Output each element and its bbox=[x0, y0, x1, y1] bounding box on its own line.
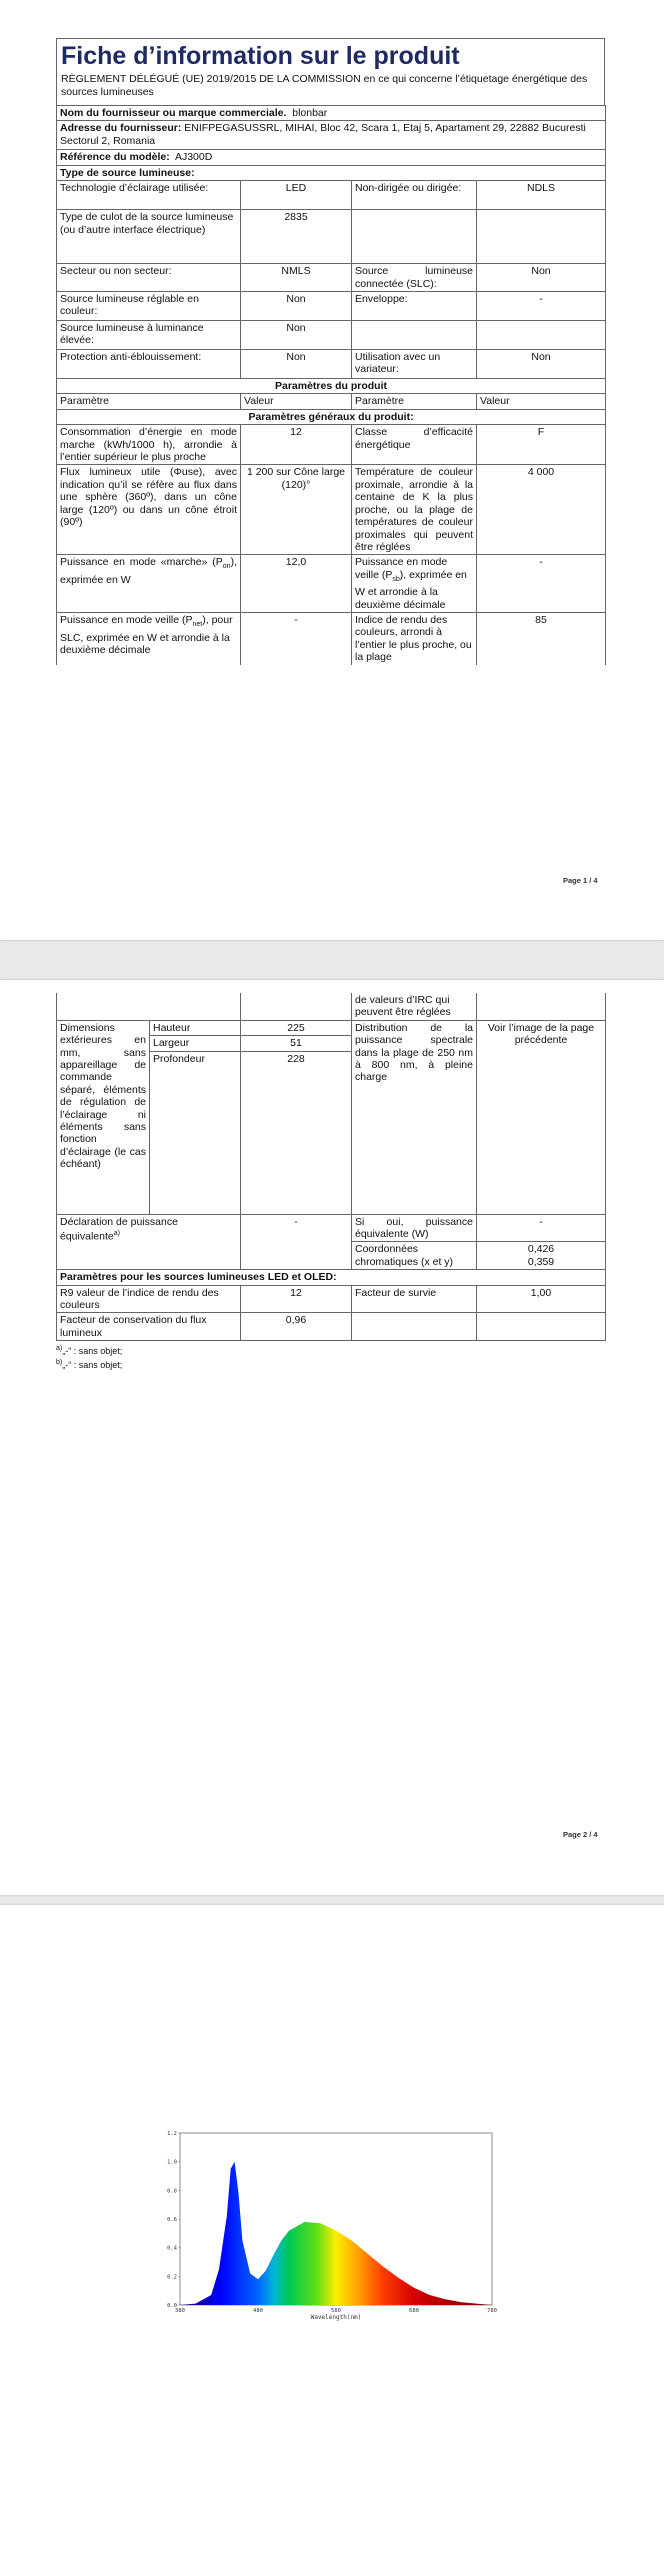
height-label: Hauteur bbox=[150, 1020, 241, 1035]
page-number: Page 1 / 4 bbox=[563, 876, 598, 885]
x-axis-label: Wavelength(nm) bbox=[310, 2314, 362, 2321]
slc-value: Non bbox=[477, 264, 606, 292]
product-info-table-continued bbox=[56, 993, 606, 1341]
document-title: Fiche d’information sur le produit bbox=[61, 42, 460, 70]
x-tick-label: 480 bbox=[253, 2308, 263, 2314]
efficiency-class-value: F bbox=[477, 425, 606, 465]
page-number: Page 2 / 4 bbox=[563, 1830, 598, 1839]
slc-label: Source lumineuse connectée (SLC): bbox=[352, 264, 477, 292]
spectral-area bbox=[180, 2162, 492, 2305]
cri-label-part2: de valeurs d’IRC qui peuvent être réglées bbox=[352, 993, 477, 1020]
envelope-label: Enveloppe: bbox=[352, 292, 477, 321]
on-mode-row bbox=[57, 555, 606, 613]
general-params-row bbox=[57, 409, 606, 424]
y-tick-label: 0.0 bbox=[167, 2303, 177, 2309]
address-label: Adresse du fournisseur: bbox=[60, 122, 182, 135]
maintenance-row bbox=[57, 1313, 606, 1341]
product-sheet-page-1 bbox=[56, 38, 605, 665]
cri-continued-row bbox=[57, 993, 606, 1020]
column-header-row bbox=[57, 394, 606, 409]
column-value-2: Valeur bbox=[477, 394, 606, 409]
efficiency-class-label: Classe d’efficacité énergétique bbox=[352, 425, 477, 465]
equivalent-power-label: Déclaration de puissance équivalente$^{a)}$ bbox=[57, 1214, 241, 1270]
standby-power-label: Puissance en mode veille $(P_{sb})$, exprimée en W et arrondie à la deuxième décimale bbox=[352, 555, 477, 613]
cct-value: 4 000 bbox=[477, 465, 606, 555]
glare-label: Protection anti-éblouissement: bbox=[57, 350, 241, 379]
high-luminance-row bbox=[57, 321, 606, 350]
dimension-height-row bbox=[57, 1020, 606, 1035]
technology-value: LED bbox=[241, 181, 352, 210]
colour-tunable-row bbox=[57, 292, 606, 321]
product-info-table bbox=[56, 105, 606, 665]
equivalent-power-row bbox=[57, 1214, 606, 1242]
column-param-2: Paramètre bbox=[352, 394, 477, 409]
colour-tunable-label: Source lumineuse réglable en couleur: bbox=[57, 292, 241, 321]
mains-value: NMLS bbox=[241, 264, 352, 292]
model-row bbox=[57, 150, 606, 165]
product-params-header: Paramètres du produit bbox=[57, 379, 606, 394]
glare-row bbox=[57, 350, 606, 379]
supplier-row bbox=[57, 106, 606, 121]
x-tick-label: 780 bbox=[487, 2308, 497, 2314]
document-page-2 bbox=[0, 980, 664, 1895]
y-ticks bbox=[167, 2131, 180, 2309]
product-sheet-page-2 bbox=[56, 993, 605, 1371]
cri-value: 85 bbox=[477, 613, 606, 665]
spd-label: Distribution de la puissance spectrale dans la plage de 250 nm à 800 nm, à pleine charge bbox=[352, 1020, 477, 1214]
address-value: ENIFPEGASUSSRL, MIHAI, Bloc 42, Scara 1, Etaj 5, Apartament 29, 22882 Bucuresti Sectorul 2, Romania bbox=[60, 122, 586, 147]
column-param: Paramètre bbox=[57, 394, 241, 409]
r9-row bbox=[57, 1285, 606, 1313]
chromaticity-value bbox=[477, 1242, 606, 1270]
high-luminance-label: Source lumineuse à luminance élevée: bbox=[57, 321, 241, 350]
colour-tunable-value: Non bbox=[241, 292, 352, 321]
envelope-value: - bbox=[477, 292, 606, 321]
net-standby-row bbox=[57, 613, 606, 665]
footnote-a: $^{a)}$„-“ : sans objet; bbox=[56, 1345, 123, 1357]
on-mode-power-value: 12,0 bbox=[241, 555, 352, 613]
cap-label: Type de culot de la source lumineuse (ou d’autre interface électrique) bbox=[57, 210, 241, 264]
standby-power-value: - bbox=[477, 555, 606, 613]
r9-value: 12 bbox=[241, 1285, 352, 1313]
cap-value: 2835 bbox=[241, 210, 352, 264]
y-tick-label: 0.4 bbox=[167, 2245, 177, 2252]
x-tick-label: 680 bbox=[409, 2308, 419, 2314]
equivalent-watt-value: - bbox=[477, 1214, 606, 1242]
equivalent-watt-label: Si oui, puissance équivalente (W) bbox=[352, 1214, 477, 1242]
flux-row bbox=[57, 465, 606, 555]
high-luminance-value: Non bbox=[241, 321, 352, 350]
title-block bbox=[56, 38, 605, 105]
flux-value: 1 200 sur Cône large (120)° bbox=[241, 465, 352, 555]
height-value: 225 bbox=[241, 1020, 352, 1035]
column-value: Valeur bbox=[241, 394, 352, 409]
directional-value: NDLS bbox=[477, 181, 606, 210]
y-tick-label: 1.2 bbox=[167, 2131, 177, 2137]
net-standby-value: - bbox=[241, 613, 352, 665]
y-tick-label: 0.2 bbox=[167, 2274, 177, 2281]
dimensions-label: Dimensions extérieures en mm, sans appareillage de commande séparé, éléments de régulation de l’éclairage ni éléments sans fonction d’éclairage (le cas échéant) bbox=[57, 1020, 150, 1214]
width-label: Largeur bbox=[150, 1036, 241, 1051]
chromaticity-x: 0,426 bbox=[527, 1243, 555, 1256]
maintenance-factor-value: 0,96 bbox=[241, 1313, 352, 1341]
spd-value: Voir l’image de la page précédente bbox=[477, 1020, 606, 1214]
survival-factor-label: Facteur de survie bbox=[352, 1285, 477, 1313]
flux-label: Flux lumineux utile (Φuse), avec indication qu’il se réfère au flux dans une sphère (360º), dans un cône large (120º) ou dans un cône étroit (90º) bbox=[57, 465, 241, 555]
type-header-row bbox=[57, 165, 606, 180]
glare-value: Non bbox=[241, 350, 352, 379]
net-standby-label: Puissance en mode veille $(P_{net})$, pour SLC, exprimée en W et arrondie à la deuxième décimale bbox=[57, 613, 241, 665]
y-tick-label: 0.6 bbox=[167, 2217, 177, 2223]
cct-label: Température de couleur proximale, arrondie à la centaine de K la plus proche, ou la plage de températures de couleur proximales qui peuvent être réglées bbox=[352, 465, 477, 555]
maintenance-factor-label: Facteur de conservation du flux lumineux bbox=[57, 1313, 241, 1341]
led-params-header: Paramètres pour les sources lumineuses LED et OLED: bbox=[57, 1270, 606, 1285]
chromaticity-label: Coordonnées chromatiques (x et y) bbox=[352, 1242, 477, 1270]
equivalent-power-value: - bbox=[241, 1214, 352, 1270]
cap-row bbox=[57, 210, 606, 264]
mains-row bbox=[57, 264, 606, 292]
model-label: Référence du modèle: bbox=[60, 151, 170, 164]
width-value: 51 bbox=[241, 1036, 352, 1051]
led-params-header-row bbox=[57, 1270, 606, 1285]
document-page-1 bbox=[0, 0, 664, 940]
dimmer-label: Utilisation avec un variateur: bbox=[352, 350, 477, 379]
model-value: AJ300D bbox=[174, 151, 213, 164]
dimmer-value: Non bbox=[477, 350, 606, 379]
r9-label: R9 valeur de l’indice de rendu des couleurs bbox=[57, 1285, 241, 1313]
on-mode-power-label: Puissance en mode «marche» $(P_{on})$, exprimée en W bbox=[57, 555, 241, 613]
footnote-b: $^{b)}$„-“ : sans objet; bbox=[56, 1359, 123, 1371]
y-tick-label: 0.8 bbox=[167, 2188, 177, 2195]
mains-label: Secteur ou non secteur: bbox=[57, 264, 241, 292]
chromaticity-y: 0,359 bbox=[527, 1255, 555, 1268]
consumption-value: 12 bbox=[241, 425, 352, 465]
general-params-header: Paramètres généraux du produit: bbox=[57, 409, 606, 424]
type-header: Type de source lumineuse: bbox=[57, 165, 606, 180]
footnotes bbox=[56, 1343, 605, 1371]
consumption-row bbox=[57, 425, 606, 465]
address-row bbox=[57, 121, 606, 150]
depth-label: Profondeur bbox=[150, 1051, 241, 1214]
x-tick-label: 380 bbox=[175, 2308, 185, 2314]
y-tick-label: 1.0 bbox=[167, 2159, 177, 2166]
technology-label: Technologie d’éclairage utilisée: bbox=[57, 181, 241, 210]
x-tick-label: 580 bbox=[331, 2308, 341, 2314]
product-params-row bbox=[57, 379, 606, 394]
survival-factor-value: 1,00 bbox=[477, 1285, 606, 1313]
technology-row bbox=[57, 181, 606, 210]
directional-label: Non-dirigée ou dirigée: bbox=[352, 181, 477, 210]
supplier-value: blonbar bbox=[292, 107, 328, 119]
depth-value: 228 bbox=[241, 1051, 352, 1214]
spectral-distribution-plot bbox=[160, 2125, 500, 2325]
supplier-label: Nom du fournisseur ou marque commerciale. bbox=[60, 107, 287, 119]
cri-label-part1: Indice de rendu des couleurs, arrondi à l’entier le plus proche, ou la plage bbox=[352, 613, 477, 665]
regulation-subtitle: RÈGLEMENT DÉLÉGUÉ (UE) 2019/2015 DE LA COMMISSION en ce qui concerne l’étiquetage énergétique des sources lumineuses bbox=[61, 73, 588, 98]
spectral-chart bbox=[160, 2125, 500, 2325]
consumption-label: Consommation d’énergie en mode marche (kWh/1000 h), arrondie à l’entier supérieur le plus proche bbox=[57, 425, 241, 465]
